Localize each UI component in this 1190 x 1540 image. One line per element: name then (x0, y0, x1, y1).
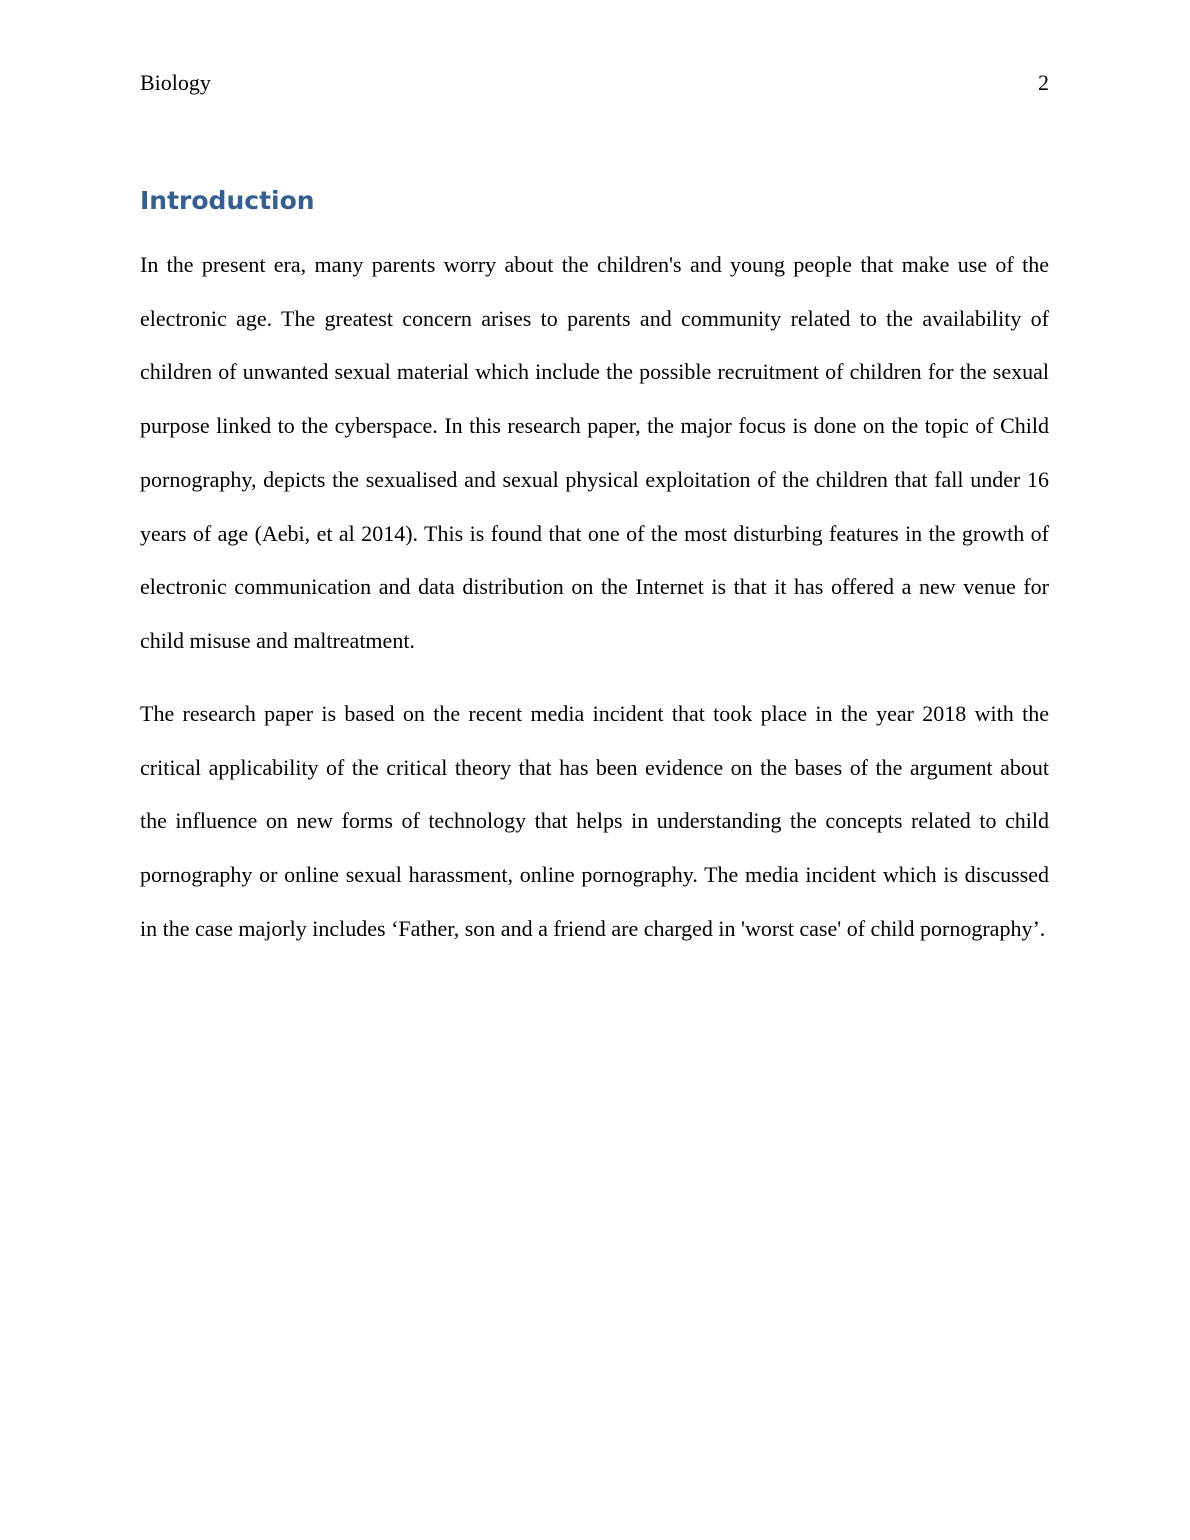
body-paragraph: The research paper is based on the recent media incident that took place in the year 2018 with the critical applicability of the critical theory that has been evidence on the bases of the argument about the influence on new forms of technology that helps in understanding the concepts related to child pornography or online sexual harassment, online pornography. The media incident which is discussed in the case majorly includes ‘Father, son and a friend are charged in 'worst case' of child pornography’. (140, 701, 1049, 941)
running-title: Biology (140, 70, 211, 95)
section-heading: Introduction (140, 186, 315, 215)
page-number: 2 (1038, 70, 1049, 95)
running-header (140, 70, 1049, 100)
body-paragraph: In the present era, many parents worry about the children's and young people that make use of the electronic age. The greatest concern arises to parents and community related to the availability of children of unwanted sexual material which include the possible recruitment of children for the sexual purpose linked to the cyberspace. In this research paper, the major focus is done on the topic of Child pornography, depicts the sexualised and sexual physical exploitation of the children that fall under 16 years of age (Aebi, et al 2014). This is found that one of the most disturbing features in the growth of electronic communication and data distribution on the Internet is that it has offered a new venue for child misuse and maltreatment. (140, 252, 1049, 653)
